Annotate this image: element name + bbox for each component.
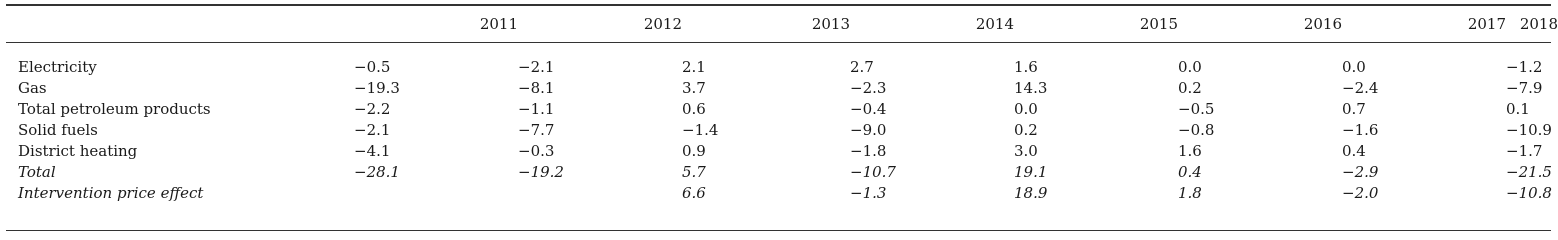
table-cell: −2.1	[354, 120, 391, 139]
table-cell: −8.1	[518, 78, 555, 97]
table-row-solid-fuels	[0, 119, 1558, 140]
header-cell-year: 2012	[643, 14, 682, 33]
table-cell: 0.0	[1178, 57, 1202, 76]
table-row-total	[0, 161, 1558, 182]
table-row-petroleum	[0, 98, 1558, 119]
table-cell: −2.1	[518, 57, 555, 76]
header-cell-year: 2011	[479, 14, 518, 33]
table-cell	[354, 182, 518, 203]
table-cell: −1.2	[1506, 57, 1543, 76]
table-cell: 2.1	[682, 57, 706, 76]
table-cell: 2.7	[850, 57, 874, 76]
table-cell: −2.9	[1342, 162, 1379, 181]
table-cell: −9.0	[850, 120, 887, 139]
table-cell: 0.6	[682, 99, 706, 118]
header-cell-year: 2017	[1467, 14, 1506, 33]
table-cell: 1.8	[1178, 183, 1202, 202]
row-label: Intervention price effect	[18, 183, 204, 202]
table-cell: −19.2	[518, 162, 564, 181]
table-cell: −10.8	[1506, 183, 1552, 202]
table-cell: −0.8	[1178, 120, 1215, 139]
table-cell	[518, 182, 682, 203]
table-cell: −28.1	[354, 162, 400, 181]
table-cell: −0.5	[1178, 99, 1215, 118]
table-cell: −1.6	[1342, 120, 1379, 139]
table-cell: 1.6	[1014, 57, 1038, 76]
table-cell: −1.3	[850, 183, 887, 202]
table-cell: −0.3	[518, 141, 555, 160]
table-row-gas	[0, 77, 1558, 98]
table-cell: 0.0	[1014, 99, 1038, 118]
table-cell: 0.9	[682, 141, 706, 160]
table-cell: −19.3	[354, 78, 400, 97]
bottom-rule	[6, 230, 1551, 231]
header-cell-year: 2018	[1519, 14, 1558, 33]
table-cell: 0.7	[1342, 99, 1366, 118]
table-cell: −1.8	[850, 141, 887, 160]
table-cell: 19.1	[1014, 162, 1048, 181]
row-label: District heating	[18, 141, 138, 160]
header-cell-year: 2016	[1303, 14, 1342, 33]
header-row	[0, 0, 1558, 45]
row-label: Electricity	[18, 57, 97, 76]
row-label: Gas	[18, 78, 47, 97]
table-cell: −21.5	[1506, 162, 1552, 181]
header-cell-year: 2014	[975, 14, 1014, 33]
table-cell: 5.7	[682, 162, 706, 181]
table-cell: 0.4	[1178, 162, 1202, 181]
table-cell: −0.4	[850, 99, 887, 118]
table-cell: 3.0	[1014, 141, 1038, 160]
table-cell: −4.1	[354, 141, 391, 160]
table-cell: 18.9	[1014, 183, 1048, 202]
table-cell: 1.6	[1178, 141, 1202, 160]
table-cell: −2.0	[1342, 183, 1379, 202]
table-cell: −1.1	[518, 99, 555, 118]
table-row-intervention-price-effect	[0, 182, 1558, 203]
table-cell: 0.2	[1014, 120, 1038, 139]
table-cell: 3.7	[682, 78, 706, 97]
header-cell-year: 2013	[811, 14, 850, 33]
row-label: Total petroleum products	[18, 99, 211, 118]
row-label: Total	[18, 162, 56, 181]
table-cell: −10.7	[850, 162, 896, 181]
table-cell: −10.9	[1506, 120, 1552, 139]
table-cell: 0.2	[1178, 78, 1202, 97]
table-row-district-heating	[0, 140, 1558, 161]
table-cell: 0.0	[1342, 57, 1366, 76]
table-cell: −2.4	[1342, 78, 1379, 97]
row-label: Solid fuels	[18, 120, 98, 139]
table-cell: −7.9	[1506, 78, 1543, 97]
table-cell: −2.2	[354, 99, 391, 118]
table-cell: −0.5	[354, 57, 391, 76]
table-cell: 6.6	[682, 183, 706, 202]
table-cell: −1.7	[1506, 141, 1543, 160]
table-cell: −7.7	[518, 120, 555, 139]
table-cell: −1.4	[682, 120, 719, 139]
table-cell: 0.4	[1342, 141, 1366, 160]
table-cell: 14.3	[1014, 78, 1048, 97]
header-cell-label	[0, 0, 354, 45]
table-cell: 0.1	[1506, 99, 1530, 118]
table-cell: −2.3	[850, 78, 887, 97]
table-row-electricity	[0, 45, 1558, 77]
header-cell-year: 2015	[1139, 14, 1178, 33]
